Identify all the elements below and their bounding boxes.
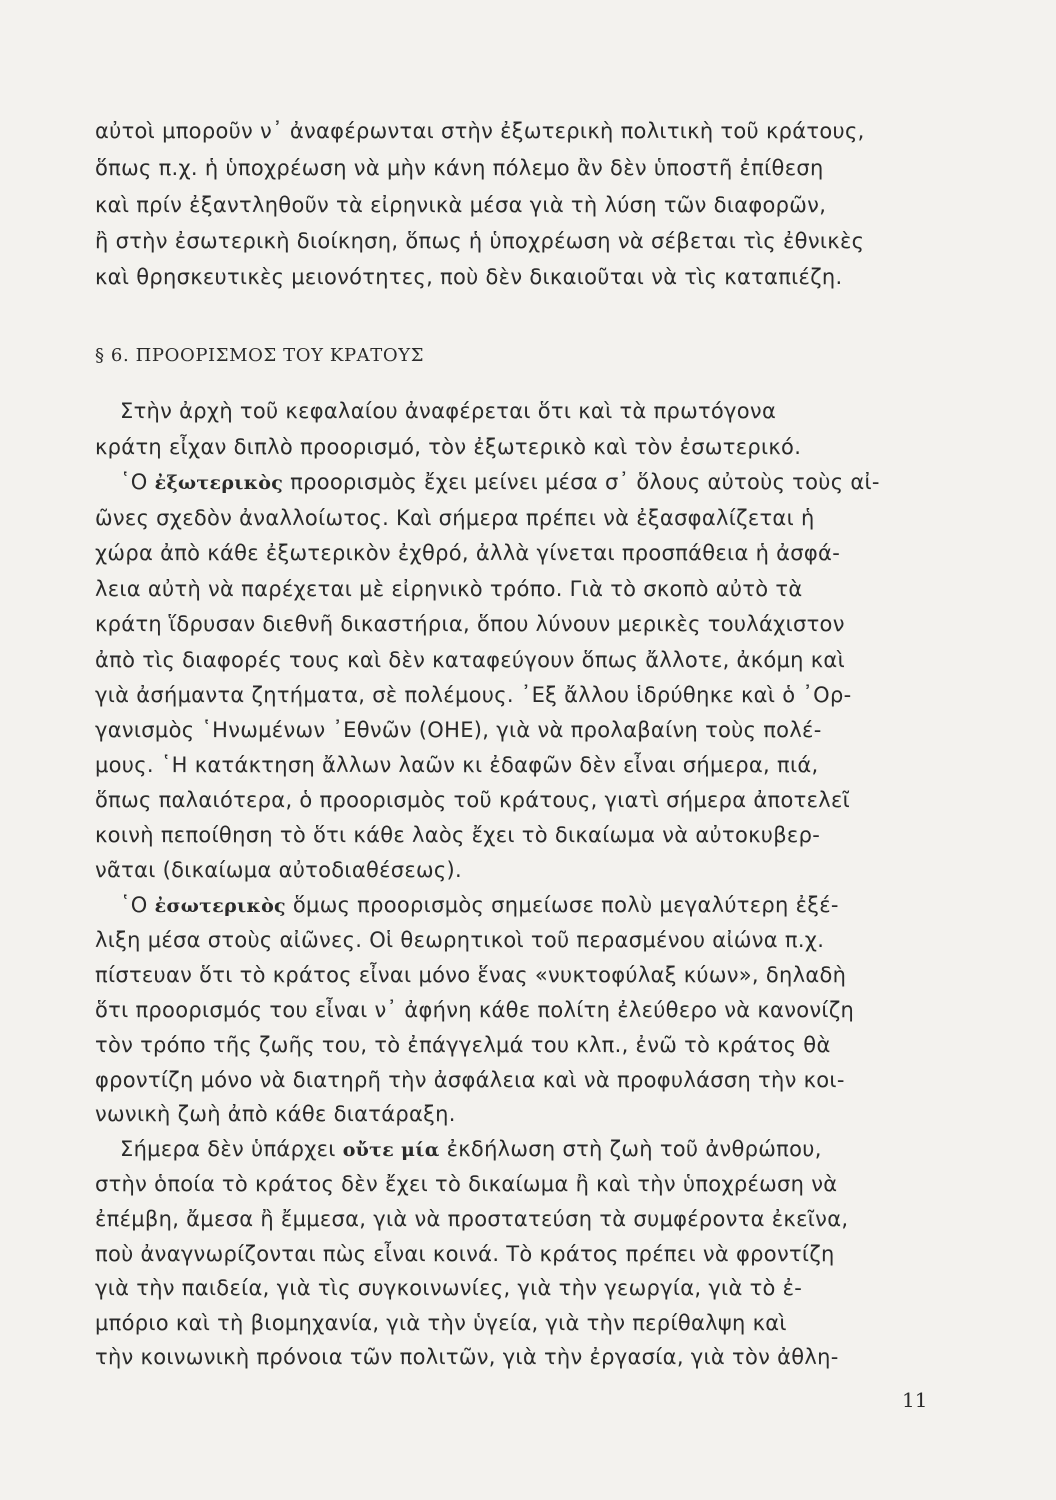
text-line: στὴν ὁποία τὸ κράτος δὲν ἔχει τὸ δικαίωμα ἢ καὶ τὴν ὑποχρέωση νὰ: [95, 1172, 838, 1196]
text-line: γανισμὸς ῾Ηνωμένων ᾿Εθνῶν (ΟΗΕ), γιὰ νὰ προλαβαίνη τοὺς πολέ-: [95, 718, 822, 742]
text-line: κράτη εἶχαν διπλὸ προορισμό, τὸν ἐξωτερικὸ καὶ τὸν ἐσωτερικό.: [95, 435, 802, 459]
text-line: λεια αὐτὴ νὰ παρέχεται μὲ εἰρηνικὸ τρόπο. Γιὰ τὸ σκοπὸ αὐτὸ τὰ: [95, 577, 803, 601]
text-line: γιὰ ἀσήμαντα ζητήματα, σὲ πολέμους. ᾿Εξ ἄλλου ἱδρύθηκε καὶ ὁ ᾿Ορ-: [95, 683, 852, 707]
text-line: λιξη μέσα στοὺς αἰῶνες. Οἱ θεωρητικοὶ τοῦ περασμένου αἰώνα π.χ.: [95, 928, 825, 952]
text-line: ὅτι προορισμός του εἶναι ν᾿ ἀφήνη κάθε πολίτη ἐλεύθερο νὰ κανονίζη: [95, 998, 855, 1022]
text-line: καὶ πρίν ἐξαντληθοῦν τὰ εἰρηνικὰ μέσα γιὰ τὴ λύση τῶν διαφορῶν,: [95, 193, 827, 217]
text-line: ἐπέμβη, ἄμεσα ἢ ἔμμεσα, γιὰ νὰ προστατεύση τὰ συμφέροντα ἐκεῖνα,: [95, 1207, 849, 1231]
text-fragment: ῾Ο: [120, 470, 155, 494]
text-fragment: ῾Ο: [120, 893, 155, 917]
text-line: [120, 892, 839, 919]
text-line: ἢ στὴν ἐσωτερικὴ διοίκηση, ὅπως ἡ ὑποχρέωση νὰ σέβεται τὶς ἐθνικὲς: [95, 229, 865, 253]
text-line: ἀπὸ τὶς διαφορές τους καὶ δὲν καταφεύγουν ὅπως ἄλλοτε, ἀκόμη καὶ: [95, 648, 845, 672]
text-line: κοινὴ πεποίθηση τὸ ὅτι κάθε λαὸς ἔχει τὸ δικαίωμα νὰ αὐτοκυβερ-: [95, 823, 821, 847]
text-line: μους. ῾Η κατάκτηση ἄλλων λαῶν κι ἐδαφῶν δὲν εἶναι σήμερα, πιά,: [95, 753, 819, 777]
text-line: [120, 469, 880, 496]
text-line: Στὴν ἀρχὴ τοῦ κεφαλαίου ἀναφέρεται ὅτι καὶ τὰ πρωτόγονα: [120, 399, 777, 423]
text-fragment: ὅμως προορισμὸς σημείωσε πολὺ μεγαλύτερη ἐξέ-: [285, 893, 839, 917]
text-fragment: προορισμὸς ἔχει μείνει μέσα σ᾿ ὅλους αὐτοὺς τοὺς αἰ-: [283, 470, 880, 494]
section-heading: § 6. ΠΡΟΟΡΙΣΜΟΣ ΤΟΥ ΚΡΑΤΟΥΣ: [95, 345, 425, 366]
text-line: ῶνες σχεδὸν ἀναλλοίωτος. Καὶ σήμερα πρέπει νὰ ἐξασφαλίζεται ἡ: [95, 506, 815, 530]
text-fragment: Σήμερα δὲν ὑπάρχει: [120, 1137, 343, 1161]
bold-term: οὔτε μία: [342, 1139, 440, 1161]
text-line: ὅπως π.χ. ἡ ὑποχρέωση νὰ μὴν κάνη πόλεμο ἂν δὲν ὑποστῆ ἐπίθεση: [95, 156, 824, 180]
bold-term: ἐσωτερικὸς: [154, 895, 286, 917]
text-line: πίστευαν ὅτι τὸ κράτος εἶναι μόνο ἕνας «νυκτοφύλαξ κύων», δηλαδὴ: [95, 963, 847, 987]
text-line: φροντίζη μόνο νὰ διατηρῆ τὴν ἀσφάλεια καὶ νὰ προφυλάσση τὴν κοι-: [95, 1068, 845, 1092]
page-number: 11: [902, 1388, 928, 1412]
text-line: ὅπως παλαιότερα, ὁ προορισμὸς τοῦ κράτους, γιατὶ σήμερα ἀποτελεῖ: [95, 788, 851, 812]
text-line: χώρα ἀπὸ κάθε ἐξωτερικὸν ἐχθρό, ἀλλὰ γίνεται προσπάθεια ἡ ἀσφά-: [95, 541, 841, 565]
text-line: αὐτοὶ μποροῦν ν᾿ ἀναφέρωνται στὴν ἐξωτερικὴ πολιτικὴ τοῦ κράτους,: [95, 119, 865, 143]
text-line: τὸν τρόπο τῆς ζωῆς του, τὸ ἐπάγγελμά του κλπ., ἐνῶ τὸ κράτος θὰ: [95, 1033, 831, 1057]
text-line: μπόριο καὶ τὴ βιομηχανία, γιὰ τὴν ὑγεία, γιὰ τὴν περίθαλψη καὶ: [95, 1311, 787, 1335]
text-fragment: ἐκδήλωση στὴ ζωὴ τοῦ ἀνθρώπου,: [439, 1137, 822, 1161]
text-line: καὶ θρησκευτικὲς μειονότητες, ποὺ δὲν δικαιοῦται νὰ τὶς καταπιέζη.: [95, 265, 843, 289]
bold-term: ἐξωτερικὸς: [154, 472, 284, 494]
text-line: γιὰ τὴν παιδεία, γιὰ τὶς συγκοινωνίες, γιὰ τὴν γεωργία, γιὰ τὸ ἐ-: [95, 1276, 803, 1300]
text-line: ποὺ ἀναγνωρίζονται πὼς εἶναι κοινά. Τὸ κράτος πρέπει νὰ φροντίζη: [95, 1242, 835, 1266]
text-line: [120, 1136, 822, 1163]
text-line: κράτη ἵδρυσαν διεθνῆ δικαστήρια, ὅπου λύνουν μερικὲς τουλάχιστον: [95, 612, 845, 636]
text-line: τὴν κοινωνικὴ πρόνοια τῶν πολιτῶν, γιὰ τὴν ἐργασία, γιὰ τὸν ἀθλη-: [95, 1345, 839, 1369]
text-line: νᾶται (δικαίωμα αὐτοδιαθέσεως).: [95, 858, 462, 882]
text-line: νωνικὴ ζωὴ ἀπὸ κάθε διατάραξη.: [95, 1102, 456, 1126]
